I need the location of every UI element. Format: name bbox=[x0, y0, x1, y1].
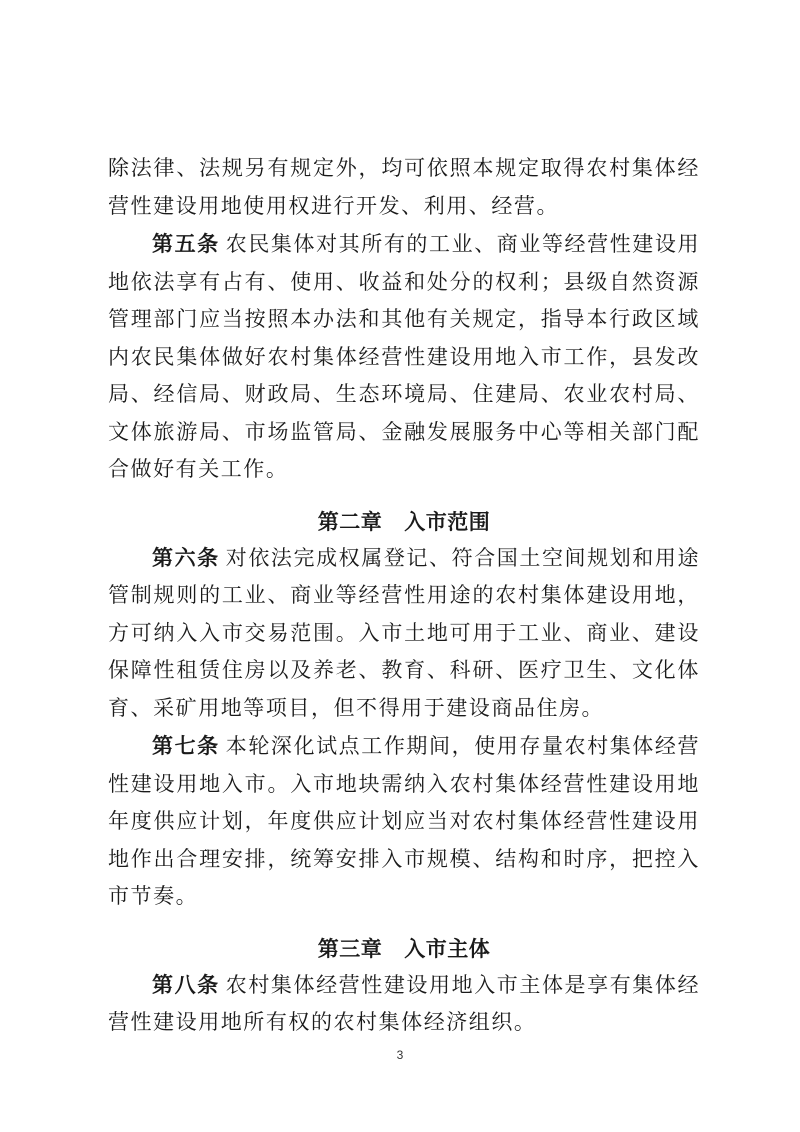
chapter-number: 第三章 bbox=[317, 936, 383, 961]
article-number: 第六条 bbox=[152, 544, 220, 570]
chapter-title: 入市主体 bbox=[404, 936, 491, 961]
chapter-2-heading bbox=[108, 506, 700, 536]
article-number: 第八条 bbox=[152, 971, 220, 997]
article-5 bbox=[108, 225, 700, 489]
article-text: 农村集体经营性建设用地入市主体是享有集体经营性建设用地所有权的农村集体经济组织。 bbox=[108, 972, 700, 1034]
page-number: 3 bbox=[396, 1048, 404, 1062]
article-text: 对依法完成权属登记、符合国土空间规划和用途管制规则的工业、商业等经营性用途的农村集体建设用地，方可纳入入市交易范围。入市土地可用于工业、商业、建设保障性租赁住房以及养老、教育、科研、医疗卫生、文化体育、采矿用地等项目，但不得用于建设商品住房。 bbox=[108, 545, 700, 720]
article-8 bbox=[108, 966, 700, 1042]
document-page bbox=[108, 150, 700, 1042]
article-text: 本轮深化试点工作期间，使用存量农村集体经营性建设用地入市。入市地块需纳入农村集体经营性建设用地年度供应计划，年度供应计划应当对农村集体经营性建设用地作出合理安排，统筹安排入市规模、结构和时序，把控入市节奏。 bbox=[108, 734, 700, 908]
chapter-title: 入市范围 bbox=[404, 509, 491, 534]
chapter-3-heading bbox=[108, 933, 700, 963]
article-text: 农民集体对其所有的工业、商业等经营性建设用地依法享有占有、使用、收益和处分的权利；县级自然资源管理部门应当按照本办法和其他有关规定，指导本行政区域内农民集体做好农村集体经营性建设用地入市工作，县发改局、经信局、财政局、生态环境局、住建局、农业农村局、文体旅游局、市场监管局、金融发展服务中心等相关部门配合做好有关工作。 bbox=[108, 232, 700, 481]
article-6 bbox=[108, 539, 700, 728]
article-number: 第七条 bbox=[152, 733, 220, 758]
article-7 bbox=[108, 727, 700, 916]
paragraph-text: 除法律、法规另有规定外，均可依照本规定取得农村集体经营性建设用地使用权进行开发、利用、经营。 bbox=[108, 156, 700, 218]
article-number: 第五条 bbox=[152, 231, 220, 256]
chapter-number: 第二章 bbox=[317, 509, 383, 534]
paragraph-continuation bbox=[108, 150, 700, 225]
